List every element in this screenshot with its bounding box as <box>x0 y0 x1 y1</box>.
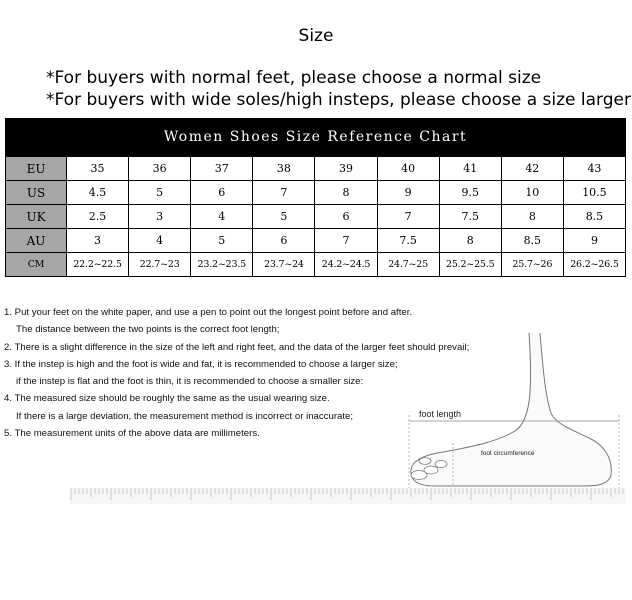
row-label-cm: CM <box>6 253 67 277</box>
table-cell: 7.5 <box>377 229 439 253</box>
instruction-1: 1. Put your feet on the white paper, and use a pen to point out the longest point before and after. <box>4 307 413 318</box>
table-cell: 22.2~22.5 <box>67 253 129 277</box>
table-cell: 5 <box>191 229 253 253</box>
table-cell: 10 <box>501 181 563 205</box>
table-cell: 35 <box>67 157 129 181</box>
toe <box>424 466 438 474</box>
table-cell: 9 <box>563 229 625 253</box>
table-cell: 36 <box>129 157 191 181</box>
table-cell: 7 <box>315 229 377 253</box>
table-cell: 8.5 <box>563 205 625 229</box>
foot-measurement-diagram <box>405 333 627 493</box>
table-cell: 24.2~24.5 <box>315 253 377 277</box>
ruler <box>70 488 626 504</box>
table-row-cm <box>6 253 626 277</box>
ruler-body <box>70 488 626 504</box>
toe <box>419 458 431 465</box>
row-label-eu: EU <box>6 157 67 181</box>
table-cell: 10.5 <box>563 181 625 205</box>
table-cell: 8.5 <box>501 229 563 253</box>
table-cell: 6 <box>315 205 377 229</box>
table-cell: 6 <box>191 181 253 205</box>
table-row-us <box>6 181 626 205</box>
table-cell: 7.5 <box>439 205 501 229</box>
measurement-instructions <box>4 304 469 442</box>
foot-circumference-label: foot circumference <box>481 450 535 457</box>
instruction-5: 5. The measurement units of the above data are millimeters. <box>4 428 260 440</box>
table-cell: 8 <box>501 205 563 229</box>
table-cell: 8 <box>439 229 501 253</box>
table-cell: 4.5 <box>67 181 129 205</box>
wide-feet-note: *For buyers with wide soles/high insteps, please choose a size larger <box>46 90 631 110</box>
page-title: Size <box>298 26 334 46</box>
table-cell: 41 <box>439 157 501 181</box>
toe <box>435 460 447 467</box>
table-row-eu <box>6 157 626 181</box>
table-cell: 7 <box>253 181 315 205</box>
size-table <box>5 156 626 277</box>
table-cell: 24.7~25 <box>377 253 439 277</box>
table-cell: 4 <box>129 229 191 253</box>
table-cell: 6 <box>253 229 315 253</box>
table-cell: 40 <box>377 157 439 181</box>
table-cell: 22.7~23 <box>129 253 191 277</box>
table-cell: 23.7~24 <box>253 253 315 277</box>
row-label-us: US <box>6 181 67 205</box>
table-cell: 43 <box>563 157 625 181</box>
table-cell: 8 <box>315 181 377 205</box>
normal-feet-note: *For buyers with normal feet, please choose a normal size <box>46 68 542 88</box>
table-cell: 37 <box>191 157 253 181</box>
table-row-au <box>6 229 626 253</box>
instruction-1-cont: The distance between the two points is the correct foot length; <box>16 324 280 336</box>
size-chart-heading: Women Shoes Size Reference Chart <box>5 118 626 156</box>
table-cell: 4 <box>191 205 253 229</box>
table-cell: 5 <box>129 181 191 205</box>
table-cell: 9 <box>377 181 439 205</box>
instruction-3: 3. If the instep is high and the foot is wide and fat, it is recommended to choose a larger size; <box>4 358 398 370</box>
table-cell: 38 <box>253 157 315 181</box>
table-cell: 9.5 <box>439 181 501 205</box>
table-cell: 5 <box>253 205 315 229</box>
table-cell: 42 <box>501 157 563 181</box>
table-cell: 26.2~26.5 <box>563 253 625 277</box>
instruction-4: 4. The measured size should be roughly the same as the usual wearing size. <box>4 393 330 405</box>
size-chart <box>5 118 626 277</box>
foot-length-label: foot length <box>419 409 462 419</box>
table-cell: 3 <box>67 229 129 253</box>
instruction-4-cont: If there is a large deviation, the measurement method is incorrect or inaccurate; <box>16 410 354 422</box>
table-cell: 2.5 <box>67 205 129 229</box>
table-cell: 25.2~25.5 <box>439 253 501 277</box>
instruction-2: 2. There is a slight difference in the size of the left and right feet, and the data of the larger feet should prevail; <box>4 341 470 353</box>
table-cell: 39 <box>315 157 377 181</box>
row-label-uk: UK <box>6 205 67 229</box>
table-cell: 23.2~23.5 <box>191 253 253 277</box>
table-cell: 3 <box>129 205 191 229</box>
table-cell: 25.7~26 <box>501 253 563 277</box>
instruction-3-cont: if the instep is flat and the foot is thin, it is recommended to choose a smaller size: <box>16 376 364 388</box>
table-cell: 7 <box>377 205 439 229</box>
row-label-au: AU <box>6 229 67 253</box>
table-row-uk <box>6 205 626 229</box>
